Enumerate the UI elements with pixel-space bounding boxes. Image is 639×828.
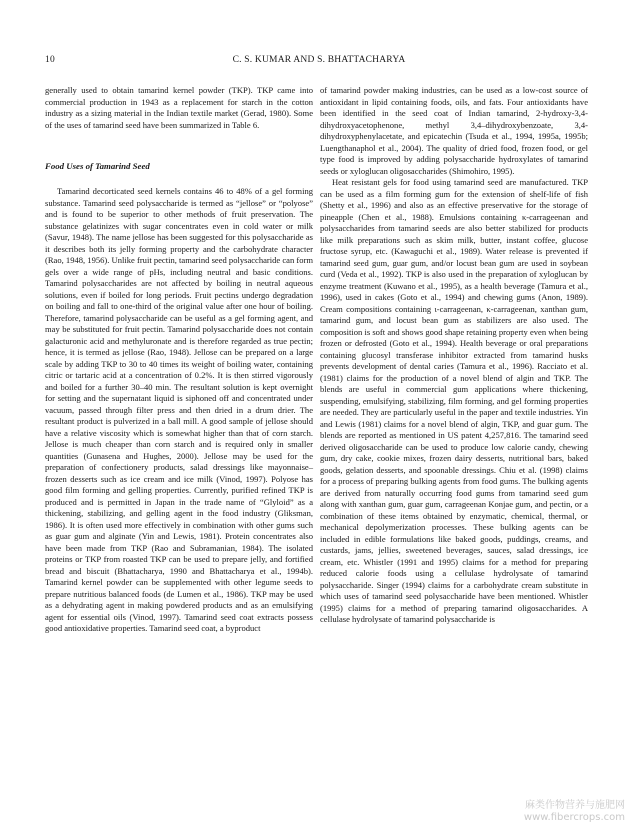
watermark-url: www.fibercrops.com [523, 812, 625, 823]
site-watermark [524, 800, 625, 824]
right-column [320, 85, 588, 626]
antioxidant-paragraph: of tamarind powder making industries, can be used as a low-cost source of antioxidant in lipid containing foods, oils, and fats. Four antioxidants have been identified in the seed coat of Indian tamarind, 2-hydroxy-3,4-dihydroxyacetophenone, methyl 3,4–dihydroxybenzoate, 3,4-dihydroxyphenylacetate, and epicatechin (Tsuda et al., 1994, 1995a, 1995b; Luengthanaphol et al., 2004). The quality of dried food, frozen food, or gel type food is improved by adding polysaccharide hydroxylates of tamarind seeds or xyloglucan oligosaccharides (Shimohiro, 1995). [320, 85, 588, 176]
food-uses-paragraph: Tamarind decorticated seed kernels contains 46 to 48% of a gel forming substance. Tamarind seed polysaccharide is termed as “jellose” or “polyose” and is found to be superior to other methods of fruit preservation. The substance gelatinizes with sugar concentrates even in cold water or milk (Savur, 1948). The name jellose has been suggested for this polysaccharide as it describes both its jelly forming property and the carbohydrate character (Rao, 1948, 1956). Unlike fruit pectin, tamarind seed polysaccharide can form gels over a wide range of pHs, including neutral and basic conditions. Tamarind polysaccharides are not affected by boiling in neutral aqueous solutions, even if boiled for long periods. Fruit pectins undergo degradation on boiling and fall to one-third of the original value after one hour of boiling. Therefore, tamarind polysaccharide can be useful as a gel forming agent, and may be substituted for fruit pectin. Tamarind polysaccharide does not contain galacturonic acid and methyluronate and is therefore regarded as true pectin; hence, it is termed as jellose (Rao, 1948). Jellose can be prepared on a large scale by adding TKP to 30 to 40 times its weight of boiling water, containing citric or tartaric acid at a concentration of 0.2%. It is then stirred vigorously and boiled for a further 30–40 min. The resultant solution is kept overnight for setting and the supernatant liquid is siphoned off and concentrated under vacuum, passed through filter press and then dried in a drum drier. The resultant product is pulverized in a ball mill. A good sample of jellose should have a relative viscosity which is somewhat higher than that of corn starch. Jellose is much cheaper than corn starch and is required only in smaller quantities (Gunasena and Hughes, 2000). Jellose may be used for the preparation of confectionery products, salad dressings like mayonnaise–frozen desserts such as ice cream and ice milk (Vinod, 1997). Polyose has good film forming and gelling properties. Currently, purified refined TKP is produced and is permitted in Japan in the trade name of “Glyloid” as a thickening, stabilizing, and gelling agent in the food industry (Gliksman, 1986). It is often used more effectively in combination with other gums such as guar gum and alginate (Yin and Lewis, 1981). Protein concentrates also have been made from TKP (Rao and Subramanian, 1984). The isolated proteins or TKP from roasted TKP can be used to prepare jelly, and fortified bread and biscuit (Bhattacharya, 1990 and Bhattacharya et al., 1994b). Tamarind kernel powder can be supplemented with other legume seeds to prepare nutritious balanced foods (de Lumen et al., 1986). TKP may be used as a dehydrating agent in making powdered products and as an emulsifying agent for essential oils (Vinod, 1997). Tamarind seed coat extracts possess good antioxidative properties. Tamarind seed coat, a byproduct [45, 186, 313, 633]
heat-resistant-gels-paragraph: Heat resistant gels for food using tamarind seed are manufactured. TKP can be used as a film forming gum for the extension of shelf-life of fish (Shetty et al., 1996) and also as an effective preservative for the storage of pineapple (Chen et al., 1988). Emulsions containing κ-carrageenan and polysaccharides from tamarind seeds are also better stabilized for products like milk preparations such as skim milk, butter, instant coffee, glucose fructose syrup, etc. (Kawaguchi et al., 1989). Water release is prevented if tamarind seed gum, guar gum, and/or locust bean gum are used in soybean curd (Veda et al., 1992). TKP is also used in the preparation of xyloglucan by enzyme treatment (Kuwano et al., 1995), as a health beverage (Tamura et al., 1996), used in cakes (Goto et al., 1994) and chewing gums (Anon, 1989). Cream compositions containing ι-carrageenan, κ-carrageenan, xanthan gum, tamarind gum, and locust bean gum as stabilizers are also used. The composition is soft and shows good shape retaining property even when being frozen or defrosted (Goto et al., 1994). Health beverage or oral preparations containing glucosyl transferase inhibitor extracted from tamarind husks prevents development of dental caries (Tamura et al., 1996). Racciato et al. (1981) claims for the production of a novel blend of algin and TKP. The blends are useful in commercial gum applications where thickening, suspending, emulsifying, stabilizing, film forming, and gel forming properties are needed. They are particularly useful in the paper and textile industries. Yin and Lewis (1981) claims for a novel blend of algin, TKP, and guar gum. The blends are reported as mentioned in US patent 4,257,816. The tamarind seed derived oligosaccharide can be used to produce low calorie candy, chewing gum, dry cake, cookie mixes, frozen dairy desserts, nutritional bars, baked goods, gelation desserts, and spoonable dressings. Chiu et al. (1998) claims for a process of preparing bulking agents from food gums. The bulking agents are derived from naturally occurring food gums from tamarind seed gum along with xanthan gum, guar gum, carrageenan Konjae gum, and pectin, or a combination of these items obtained by enzymatic, chemical, thermal, or mechanical depolymerization processes. These bulking agents can be included in edible formulations like baked goods, puddings, creams, and custards, jams, jellies, sweetened beverages, sauces, salad dressings, ice cream, etc. Whistler (1991 and 1995) claims for a method for preparing reduced calorie foods using a cellulase hydrolysate of tamarind polysaccharide. Singer (1994) claims for a carbohydrate cream substitute in which uses of tamarind seed polysaccharide have been mentioned. Whistler (1995) claims for a method of preparing tamarind oligosaccharides. A cellulase hydrolysate of tamarind polysaccharide is [320, 177, 588, 624]
page-header [45, 55, 593, 69]
section-heading: Food Uses of Tamarind Seed [45, 161, 150, 171]
left-column [45, 85, 313, 635]
intro-paragraph: generally used to obtain tamarind kernel powder (TKP). TKP came into commercial production in 1943 as a replacement for starch in the cotton industry as a sizing material in the Indian textile market (Gerad, 1980). Some of the uses of tamarind seed have been summarized in Table 6. [45, 85, 313, 130]
running-head: C. S. KUMAR AND S. BHATTACHARYA [232, 55, 406, 65]
page-number: 10 [45, 55, 55, 65]
watermark-chinese-text: 麻类作物营养与施肥网 [525, 800, 625, 811]
